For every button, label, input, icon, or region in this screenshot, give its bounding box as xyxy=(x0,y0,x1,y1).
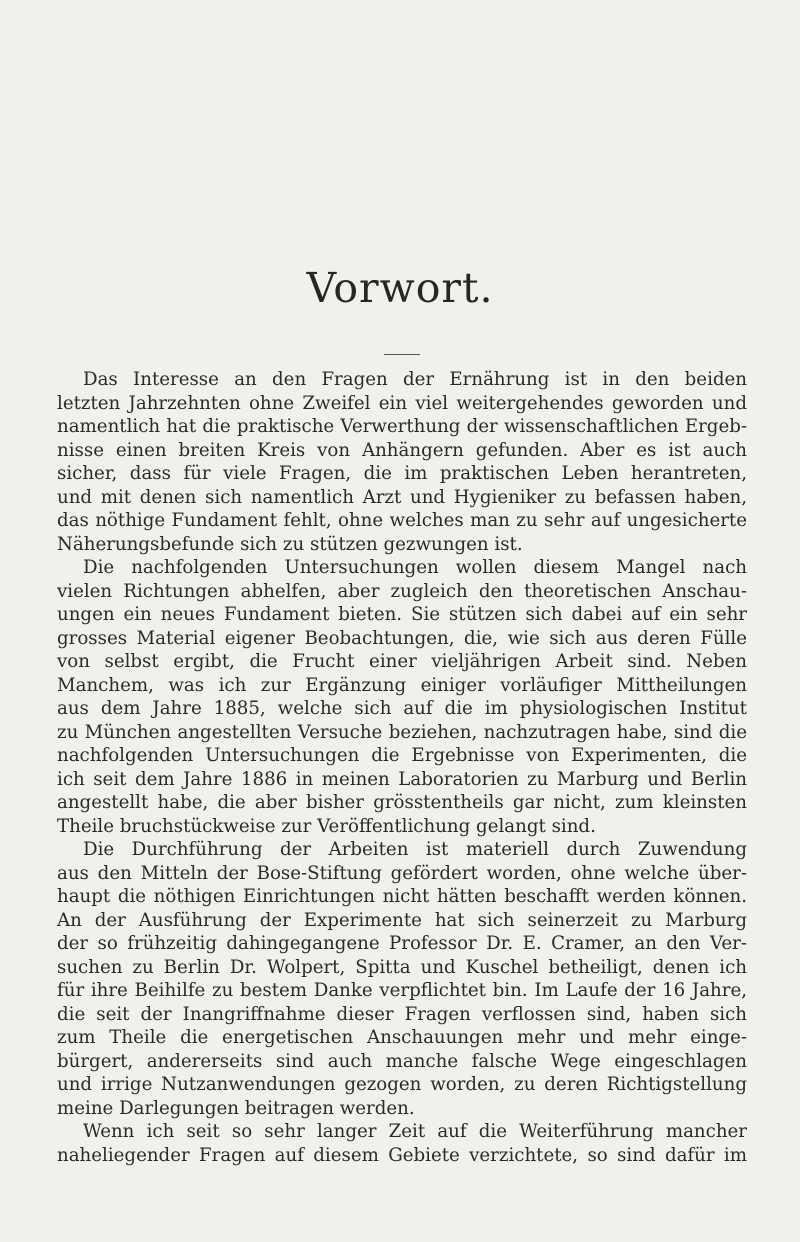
text-line: Das Interesse an den Fragen der Ernährung ist in den beiden xyxy=(83,369,747,390)
text-line: namentlich hat die praktische Verwerthung der wissenschaftlichen Ergeb- xyxy=(57,416,747,437)
text-line: letzten Jahrzehnten ohne Zweifel ein viel weitergehendes geworden und xyxy=(57,392,747,414)
text-line: Näherungsbefunde sich zu stützen gezwungen ist. xyxy=(57,533,523,555)
text-line: nachfolgenden Untersuchungen die Ergebnisse von Experimenten, die xyxy=(57,745,747,766)
text-line: das nöthige Fundament fehlt, ohne welches man zu sehr auf ungesicherte xyxy=(57,510,747,531)
text-line: aus den Mitteln der Bose-Stiftung gefördert worden, ohne welche über- xyxy=(57,862,747,884)
text-line: bürgert, andererseits sind auch manche falsche Wege eingeschlagen xyxy=(57,1050,747,1072)
text-line: der so frühzeitig dahingegangene Professor Dr. E. Cramer, an den Ver- xyxy=(57,933,747,954)
text-line: und mit denen sich namentlich Arzt und Hygieniker zu befassen haben, xyxy=(57,486,747,508)
page-title: Vorwort. xyxy=(306,264,494,312)
text-line: ungen ein neues Fundament bieten. Sie stützen sich dabei auf ein sehr xyxy=(57,604,747,625)
text-line: meine Darlegungen beitragen werden. xyxy=(57,1097,415,1119)
text-line: haupt die nöthigen Einrichtungen nicht hätten beschafft werden können. xyxy=(57,886,747,907)
text-line: aus dem Jahre 1885, welche sich auf die im physiologischen Institut xyxy=(57,698,747,719)
text-line: Wenn ich seit so sehr langer Zeit auf die Weiterführung mancher xyxy=(83,1121,747,1142)
text-line: Manchem, was ich zur Ergänzung einiger vorläufiger Mittheilungen xyxy=(57,674,747,696)
text-line: für ihre Beihilfe zu bestem Danke verpflichtet bin. Im Laufe der 16 Jahre, xyxy=(57,980,747,1001)
text-line: zum Theile die energetischen Anschauungen mehr und mehr einge- xyxy=(57,1027,747,1048)
text-line: und irrige Nutzanwendungen gezogen worden, zu deren Richtigstellung xyxy=(57,1074,747,1095)
text-line: grosses Material eigener Beobachtungen, die, wie sich aus deren Fülle xyxy=(57,627,747,649)
text-line: sicher, dass für viele Fragen, die im praktischen Leben herantreten, xyxy=(57,463,747,484)
text-line: zu München angestellten Versuche beziehen, nachzutragen habe, sind die xyxy=(57,721,747,743)
text-line: Die Durchführung der Arbeiten ist materiell durch Zuwendung xyxy=(83,839,747,860)
text-line: nisse einen breiten Kreis von Anhängern gefunden. Aber es ist auch xyxy=(57,439,747,461)
preface-body xyxy=(57,368,747,1167)
text-line: ich seit dem Jahre 1886 in meinen Laboratorien zu Marburg und Berlin xyxy=(57,768,747,790)
title-divider xyxy=(384,354,420,355)
text-line: angestellt habe, die aber bisher grösstentheils gar nicht, zum kleinsten xyxy=(57,792,747,813)
text-line: suchen zu Berlin Dr. Wolpert, Spitta und Kuschel betheiligt, denen ich xyxy=(57,956,747,978)
text-line: die seit der Inangriffnahme dieser Fragen verflossen sind, haben sich xyxy=(57,1003,747,1025)
text-line: Theile bruchstückweise zur Veröffentlichung gelangt sind. xyxy=(57,815,596,837)
text-line: vielen Richtungen abhelfen, aber zugleich den theoretischen Anschau- xyxy=(57,580,747,602)
text-line: naheliegender Fragen auf diesem Gebiete verzichtete, so sind dafür im xyxy=(57,1144,747,1166)
text-line: An der Ausführung der Experimente hat sich seinerzeit zu Marburg xyxy=(57,909,747,931)
text-line: Die nachfolgenden Untersuchungen wollen diesem Mangel nach xyxy=(83,557,747,578)
text-line: von selbst ergibt, die Frucht einer vieljährigen Arbeit sind. Neben xyxy=(57,651,747,672)
